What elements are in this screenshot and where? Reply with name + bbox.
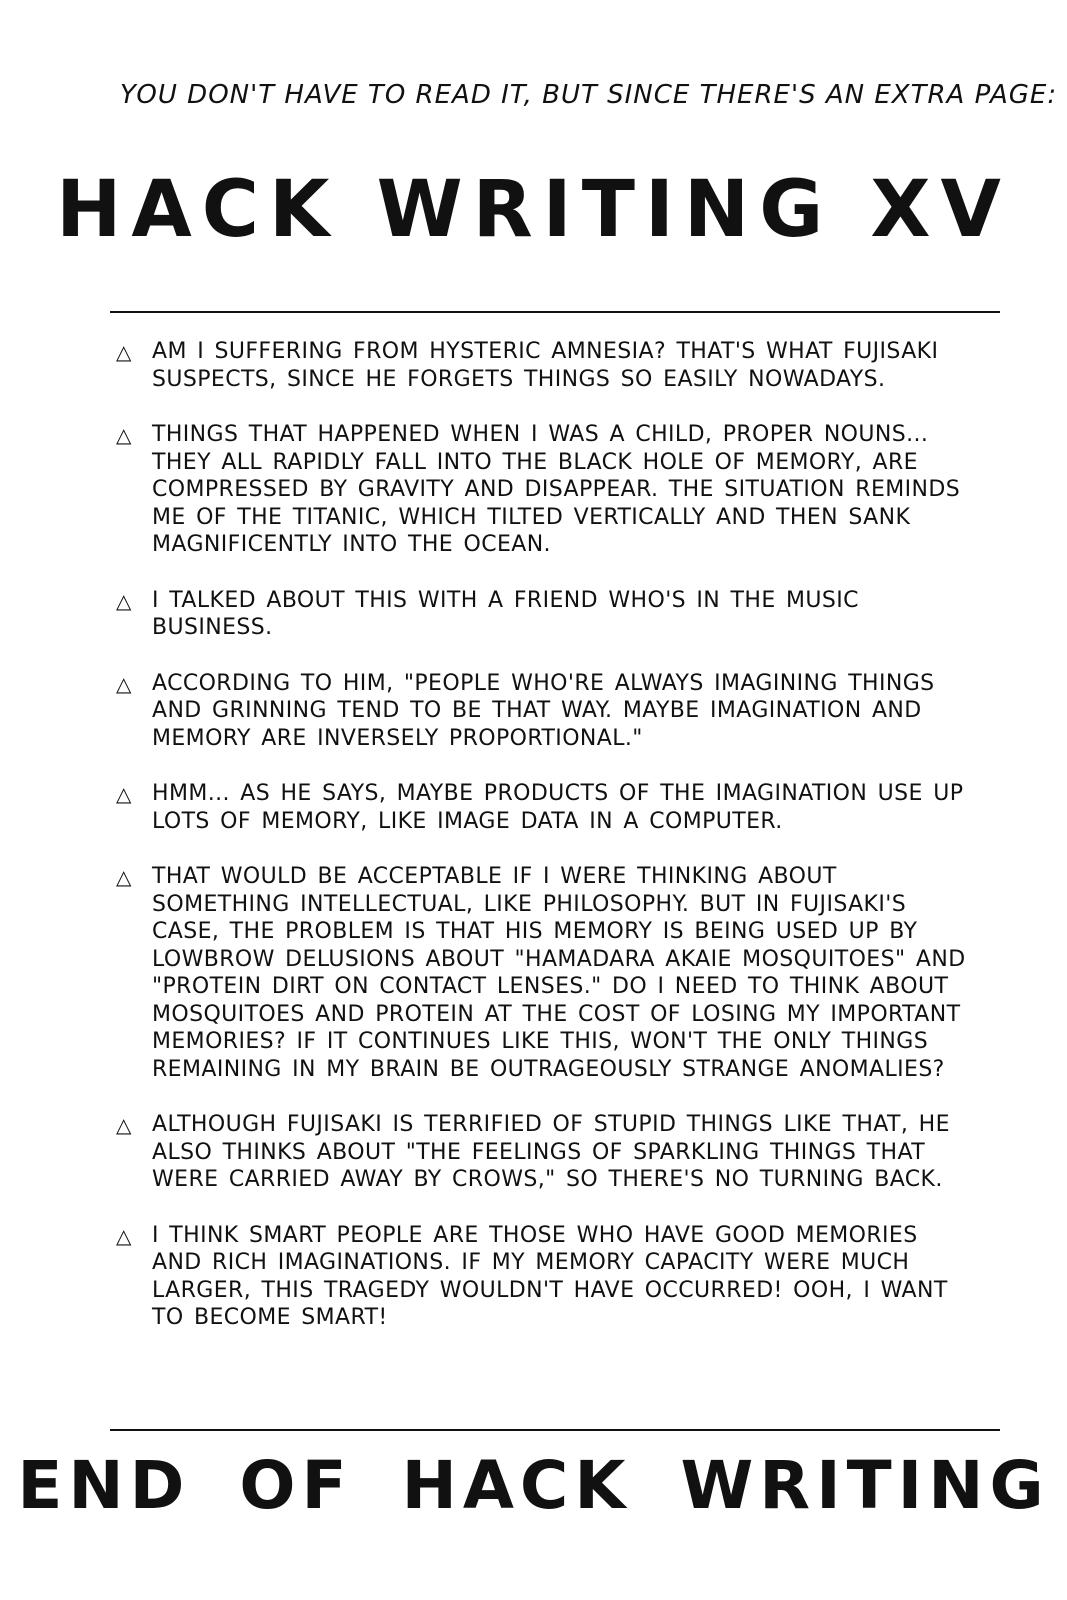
triangle-bullet-icon: △ xyxy=(116,671,132,696)
list-item xyxy=(116,863,966,1083)
list-item xyxy=(116,670,966,753)
triangle-bullet-icon: △ xyxy=(116,782,132,806)
intro-note: YOU DON'T HAVE TO READ IT, BUT SINCE THERE'S AN EXTRA PAGE: xyxy=(120,80,1058,110)
top-divider xyxy=(110,311,1000,313)
bottom-divider xyxy=(110,1429,1000,1431)
triangle-bullet-icon: △ xyxy=(116,588,132,613)
triangle-bullet-icon: △ xyxy=(116,865,132,889)
list-item xyxy=(116,1222,966,1332)
triangle-bullet-icon: △ xyxy=(116,1113,132,1137)
triangle-bullet-icon: △ xyxy=(116,340,132,364)
entry-text: I TALKED ABOUT THIS WITH A FRIEND WHO'S IN THE MUSIC BUSINESS. xyxy=(152,587,859,640)
triangle-bullet-icon: △ xyxy=(116,423,132,447)
entry-text: AM I SUFFERING FROM HYSTERIC AMNESIA? THAT'S WHAT FUJISAKI SUSPECTS, SINCE HE FORGETS THINGS SO EASILY NOWADAYS. xyxy=(152,339,939,392)
entry-text: HMM... AS HE SAYS, MAYBE PRODUCTS OF THE IMAGINATION USE UP LOTS OF MEMORY, LIKE IMAGE DATA IN A COMPUTER. xyxy=(152,781,964,834)
end-title: END OF HACK WRITING xyxy=(17,1447,1050,1524)
entry-list xyxy=(116,338,966,1360)
list-item xyxy=(116,587,966,642)
list-item xyxy=(116,1111,966,1194)
entry-text: ACCORDING TO HIM, "PEOPLE WHO'RE ALWAYS IMAGINING THINGS AND GRINNING TEND TO BE THAT WAY. MAYBE IMAGINATION AND MEMORY ARE INVERSELY PROPORTIONAL." xyxy=(152,670,935,751)
entry-text: ALTHOUGH FUJISAKI IS TERRIFIED OF STUPID THINGS LIKE THAT, HE ALSO THINKS ABOUT "THE FEELINGS OF SPARKLING THINGS THAT WERE CARRIED AWAY BY CROWS," SO THERE'S NO TURNING BACK. xyxy=(152,1112,950,1192)
entry-text: THAT WOULD BE ACCEPTABLE IF I WERE THINKING ABOUT SOMETHING INTELLECTUAL, LIKE PHILOSOPHY. BUT IN FUJISAKI'S CASE, THE PROBLEM IS THAT HIS MEMORY IS BEING USED UP BY LOWBROW DELUSIONS ABOUT "HAMADARA AKAIE MOSQUITOES" AND "PROTEIN DIRT ON CONTACT LENSES." DO I NEED TO THINK ABOUT MOSQUITOES AND PROTEIN AT THE COST OF LOSING MY IMPORTANT MEMORIES? IF IT CONTINUES LIKE THIS, WON'T THE ONLY THINGS REMAINING IN MY BRAIN BE OUTRAGEOUSLY STRANGE ANOMALIES? xyxy=(152,864,966,1082)
triangle-bullet-icon: △ xyxy=(116,1223,132,1248)
entry-text: I THINK SMART PEOPLE ARE THOSE WHO HAVE GOOD MEMORIES AND RICH IMAGINATIONS. IF MY MEMORY CAPACITY WERE MUCH LARGER, THIS TRAGEDY WOULDN'T HAVE OCCURRED! OOH, I WANT TO BECOME SMART! xyxy=(152,1222,948,1330)
entry-text: THINGS THAT HAPPENED WHEN I WAS A CHILD, PROPER NOUNS... THEY ALL RAPIDLY FALL INTO THE BLACK HOLE OF MEMORY, ARE COMPRESSED BY GRAVITY AND DISAPPEAR. THE SITUATION REMINDS ME OF THE TITANIC, WHICH TILTED VERTICALLY AND THEN SANK MAGNIFICENTLY INTO THE OCEAN. xyxy=(152,422,961,557)
page-title: HACK WRITING XV xyxy=(56,165,1011,255)
list-item xyxy=(116,421,966,559)
list-item xyxy=(116,338,966,393)
list-item xyxy=(116,780,966,835)
